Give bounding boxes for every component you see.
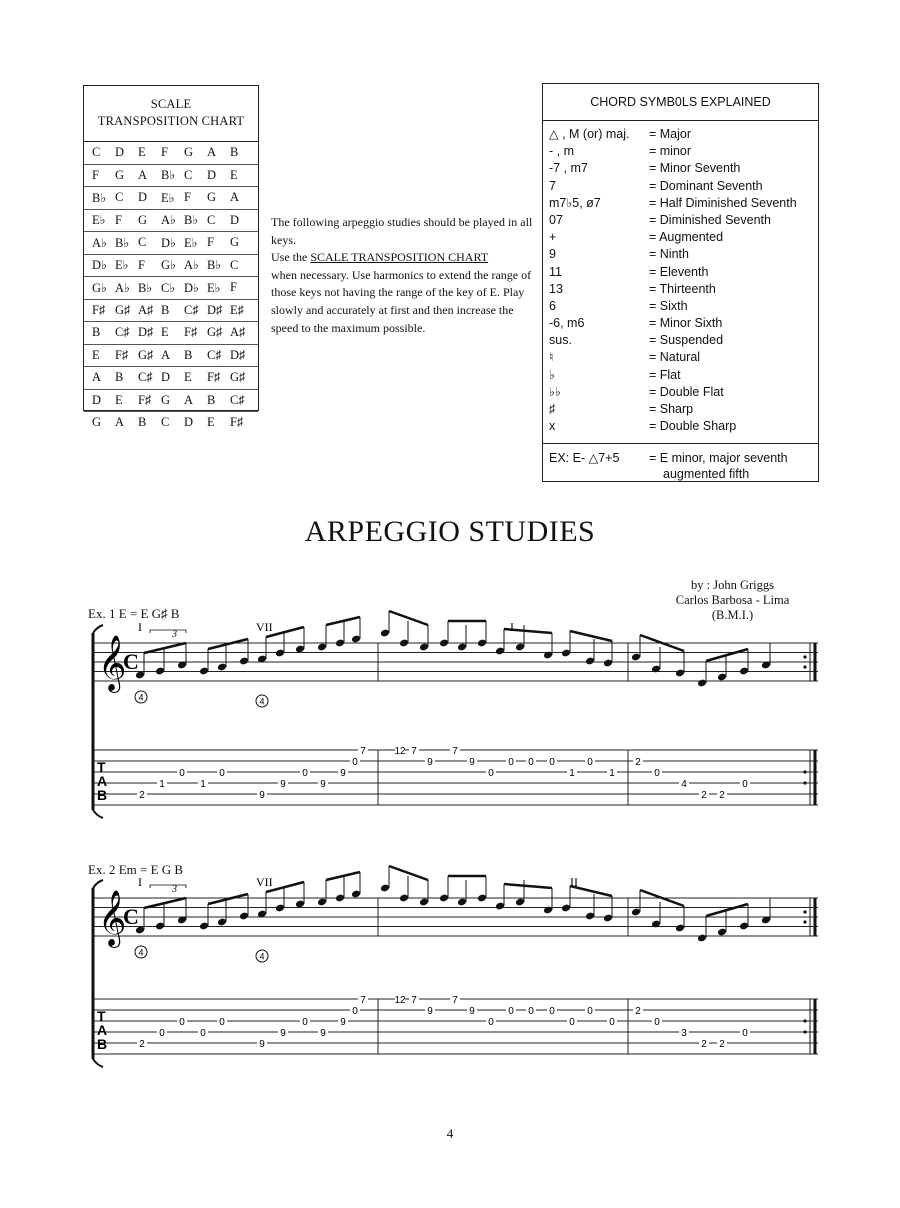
tab-number: 0 (569, 1017, 575, 1028)
scale-note: D (161, 370, 171, 385)
scale-note: F♯ (184, 325, 198, 340)
beam (208, 639, 248, 649)
repeat-dot (803, 910, 806, 913)
chord-meaning: = Flat (649, 367, 681, 382)
tab-number: 9 (427, 757, 433, 768)
tab-letter: A (97, 1022, 108, 1038)
time-signature: C (123, 904, 139, 929)
scale-note: B♭ (92, 190, 107, 205)
example-1-label: Ex. 1 E = E G♯ B (88, 606, 180, 621)
intro-line-2: Use the SCALE TRANSPOSITION CHART (271, 250, 489, 265)
scale-note: C (161, 415, 170, 430)
scale-note: A (161, 347, 171, 362)
chord-meaning: = Thirteenth (649, 281, 716, 296)
chord-meaning: = Natural (649, 350, 701, 365)
scale-note: E (184, 370, 192, 385)
tab-number: 0 (549, 1006, 555, 1017)
tab-number: 7 (411, 746, 417, 757)
scale-note: E♭ (207, 280, 221, 295)
chord-example-meaning-2: augmented fifth (663, 467, 750, 482)
scale-note: A (138, 167, 148, 182)
scale-note: B♭ (138, 280, 153, 295)
tab-number: 2 (635, 1006, 641, 1017)
chord-symbol: 11 (549, 264, 562, 279)
chord-symbol: 07 (549, 212, 563, 227)
tab-number: 7 (360, 995, 366, 1006)
scale-note: D♯ (207, 302, 223, 317)
tab-number: 9 (469, 757, 475, 768)
repeat-dot (803, 781, 806, 784)
chord-meaning: = Ninth (649, 247, 689, 262)
scale-note: G♯ (207, 325, 223, 340)
scale-note: F (230, 280, 237, 295)
scale-note: D (207, 167, 217, 182)
chord-symbol: x (549, 419, 556, 434)
tab-number: 3 (681, 1028, 687, 1039)
scale-note: D♭ (161, 235, 176, 250)
scale-note: A♭ (161, 213, 176, 228)
time-signature: C (123, 649, 139, 674)
tab-number: 2 (139, 1039, 145, 1050)
scale-note: A♯ (138, 302, 154, 317)
scale-note: A (184, 392, 194, 407)
scale-note: G (161, 392, 171, 407)
scale-note: C♯ (207, 347, 222, 362)
tab-number: 0 (200, 1028, 206, 1039)
intro-line-3: when necessary. Use harmonics to extend the range of those keys not having the range of the key of E. Play slowly and accurately at first and then increase the speed to the maximum possible. (271, 267, 532, 335)
tab-number: 0 (528, 1006, 534, 1017)
scale-note: G♭ (92, 280, 107, 295)
scale-note: A (230, 190, 240, 205)
credit-author: by : John Griggs (691, 578, 774, 592)
scale-note: B♭ (161, 168, 176, 183)
scale-note: F (92, 167, 99, 182)
chord-symbol: ♭ (549, 367, 555, 382)
scale-note: C (115, 190, 124, 205)
scale-note: B (230, 145, 239, 160)
tab-number: 7 (452, 995, 458, 1006)
chord-meaning: = Sixth (649, 298, 688, 313)
scale-note: G (230, 235, 240, 250)
string-number: 4 (259, 951, 265, 962)
scale-note: F (138, 257, 145, 272)
scale-note: F♯ (92, 302, 106, 317)
scale-note: D♭ (184, 280, 199, 295)
scale-note: A♭ (115, 280, 130, 295)
tab-number: 1 (159, 779, 165, 790)
chord-symbol: - , m (549, 144, 574, 159)
chord-symbol: -7 , m7 (549, 161, 588, 176)
scale-note: C (184, 167, 193, 182)
scale-note: B (92, 325, 101, 340)
beam (326, 617, 360, 625)
tab-number: 4 (681, 779, 687, 790)
page-number: 4 (446, 1126, 454, 1141)
scale-note: D♭ (92, 258, 107, 273)
tab-number: 0 (508, 757, 514, 768)
tab-number: 0 (179, 1017, 185, 1028)
chord-meaning: = Sharp (649, 402, 694, 416)
scale-note: G (138, 212, 148, 227)
scale-note: F (207, 235, 214, 250)
tab-number: 0 (654, 1017, 660, 1028)
chord-symbol: 13 (549, 281, 563, 296)
scale-note: G♯ (138, 347, 154, 362)
chord-symbol: ♮ (549, 350, 554, 365)
tab-number: 1 (609, 768, 615, 779)
scale-note: A (207, 145, 217, 160)
beam (144, 643, 186, 653)
scale-note: E♭ (161, 190, 175, 205)
tab-letter: T (97, 759, 106, 775)
chord-symbol: + (549, 230, 557, 245)
scale-note: G♭ (161, 258, 176, 273)
scale-note: G (92, 415, 102, 430)
beam (504, 884, 552, 888)
scale-note: E♭ (184, 235, 198, 250)
scale-note: E (161, 325, 169, 340)
tab-number: 9 (320, 1028, 326, 1039)
scale-note: F♯ (207, 370, 221, 385)
chord-meaning: = Dominant Seventh (649, 178, 763, 193)
scale-note: E♭ (115, 258, 129, 273)
scale-note: G (115, 167, 125, 182)
scale-note: C♯ (115, 325, 130, 340)
scale-note: G (184, 145, 194, 160)
tab-number: 0 (219, 768, 225, 779)
tab-number: 2 (635, 757, 641, 768)
scale-note: G (207, 190, 217, 205)
scale-note: B (138, 415, 147, 430)
credit-composer: Carlos Barbosa - Lima (675, 593, 790, 607)
scale-note: E (207, 415, 215, 430)
scale-note: B♭ (207, 258, 222, 273)
chord-meaning: = Eleventh (649, 264, 709, 279)
triplet-mark: 3 (172, 629, 177, 640)
chord-symbol: △ , M (or) maj. (549, 127, 630, 141)
tab-number: 0 (654, 768, 660, 779)
credit-org: (B.M.I.) (711, 608, 754, 622)
tab-number: 0 (159, 1028, 165, 1039)
scale-note: E (92, 347, 100, 362)
example-2-label: Ex. 2 Em = E G B (88, 862, 184, 877)
beam (706, 649, 748, 661)
scale-note: F (115, 212, 122, 227)
tab-number: 0 (742, 1028, 748, 1039)
position-mark: I (138, 620, 142, 634)
chord-meaning: = Minor Seventh (649, 161, 741, 176)
tab-number: 7 (411, 995, 417, 1006)
treble-clef: 𝄞 (98, 635, 127, 691)
chord-example-meaning-1: = E minor, major seventh (649, 451, 788, 466)
scale-note: C♯ (138, 370, 153, 385)
beam (570, 631, 612, 641)
tab-number: 0 (587, 757, 593, 768)
scale-note: C (138, 235, 147, 250)
tab-number: 0 (302, 768, 308, 779)
scale-note: F♯ (230, 415, 244, 430)
chord-symbol: ♭♭ (549, 384, 561, 399)
scale-note: C (230, 257, 239, 272)
tab-number: 9 (280, 1028, 286, 1039)
scale-note: F♯ (115, 347, 129, 362)
chord-symbol: ♯ (549, 402, 556, 416)
chord-meaning: = Minor Sixth (649, 316, 723, 331)
position-mark: VII (256, 875, 273, 889)
tab-number: 0 (587, 1006, 593, 1017)
chord-meaning: = Augmented (649, 230, 724, 245)
chord-symbol: sus. (549, 333, 572, 348)
scale-note: D (230, 212, 240, 227)
triplet-bracket (150, 630, 186, 633)
tab-number: 0 (219, 1017, 225, 1028)
scale-note: A (115, 415, 125, 430)
scale-note: D (115, 145, 125, 160)
triplet-bracket (150, 885, 186, 888)
tab-number: 7 (360, 746, 366, 757)
beam (706, 904, 748, 916)
intro-line-1: The following arpeggio studies should be played in all keys. (271, 215, 533, 247)
scale-note: A♭ (184, 258, 199, 273)
scale-note: D (184, 415, 194, 430)
repeat-dot (803, 1030, 806, 1033)
chord-symbols-title: CHORD SYMB0LS EXPLAINED (543, 84, 818, 121)
chord-meaning: = Double Flat (649, 384, 724, 399)
scale-note: B (184, 347, 193, 362)
chord-example-symbol: EX: E- △7+5 (549, 451, 620, 466)
scale-note: D (92, 392, 102, 407)
chord-meaning: = Half Diminished Seventh (649, 195, 797, 210)
chord-symbol: 7 (549, 178, 556, 193)
scale-chart-reference: SCALE TRANSPOSITION CHART (310, 250, 489, 265)
chord-symbol: 9 (549, 247, 556, 262)
chord-meaning: = minor (649, 144, 692, 159)
chord-symbol: m7♭5, ø7 (549, 195, 601, 210)
scale-note: C♯ (184, 302, 199, 317)
scale-note: A♭ (92, 235, 107, 250)
treble-clef: 𝄞 (98, 890, 127, 946)
scale-note: B (207, 392, 216, 407)
repeat-dot (803, 665, 806, 668)
position-mark: I (138, 875, 142, 889)
scale-note: B♭ (115, 235, 130, 250)
tab-number: 9 (320, 779, 326, 790)
tab-number: 7 (452, 746, 458, 757)
string-number: 4 (259, 696, 265, 707)
tab-number: 0 (528, 757, 534, 768)
scale-note: A♯ (230, 325, 246, 340)
chord-symbol: 6 (549, 298, 556, 313)
tab-number: 2 (139, 790, 145, 801)
scale-note: G♯ (230, 370, 246, 385)
tab-number: 1 (200, 779, 206, 790)
bracket-top (93, 880, 103, 888)
scale-note: A (92, 370, 102, 385)
scale-note: C♭ (161, 280, 176, 295)
tab-number: 2 (701, 1039, 707, 1050)
scale-chart-title: SCALE TRANSPOSITION CHART (84, 86, 258, 142)
beam (144, 898, 186, 908)
tab-number: 9 (427, 1006, 433, 1017)
scale-note: C♯ (230, 392, 245, 407)
beam (208, 894, 248, 904)
tab-number: 1 (569, 768, 575, 779)
scale-note: F♯ (138, 392, 152, 407)
beam (326, 872, 360, 880)
tab-letter: B (97, 787, 108, 803)
tab-number: 0 (352, 757, 358, 768)
triplet-mark: 3 (172, 884, 177, 895)
repeat-dot (803, 1019, 806, 1022)
repeat-dot (803, 920, 806, 923)
scale-note: F (184, 190, 191, 205)
chord-meaning: = Double Sharp (649, 419, 737, 434)
page-title: ARPEGGIO STUDIES (304, 515, 596, 548)
position-mark: II (570, 875, 578, 889)
tab-number: 0 (508, 1006, 514, 1017)
scale-note: E♭ (92, 213, 106, 228)
tab-number: 9 (259, 1039, 265, 1050)
string-number: 4 (138, 947, 144, 958)
chord-meaning: = Diminished Seventh (649, 212, 771, 227)
tab-letter: B (97, 1036, 108, 1052)
tab-number: 9 (340, 1017, 346, 1028)
tab-letter: A (97, 773, 108, 789)
position-mark: VII (256, 620, 273, 634)
scale-note: F (161, 145, 168, 160)
tab-number: 12 (394, 995, 406, 1006)
repeat-dot (803, 655, 806, 658)
tab-number: 2 (701, 790, 707, 801)
tab-number: 9 (259, 790, 265, 801)
tab-number: 0 (609, 1017, 615, 1028)
scale-note: B♭ (184, 213, 199, 228)
position-mark: I (510, 620, 514, 634)
scale-note: C (207, 212, 216, 227)
tab-number: 0 (549, 757, 555, 768)
bracket-bottom (93, 1059, 103, 1067)
scale-note: B (115, 370, 124, 385)
tab-number: 2 (719, 790, 725, 801)
tab-number: 0 (488, 768, 494, 779)
tab-number: 0 (352, 1006, 358, 1017)
tab-number: 0 (488, 1017, 494, 1028)
tab-number: 9 (280, 779, 286, 790)
tab-number: 2 (719, 1039, 725, 1050)
scale-note: C (92, 145, 101, 160)
scale-note: D♯ (230, 347, 246, 362)
tab-number: 0 (302, 1017, 308, 1028)
repeat-dot (803, 770, 806, 773)
tab-number: 9 (340, 768, 346, 779)
scale-note: D♯ (138, 325, 154, 340)
scale-note: E♯ (230, 302, 244, 317)
chord-meaning: = Major (649, 127, 692, 141)
scale-note: D (138, 190, 148, 205)
scale-note: G♯ (115, 302, 131, 317)
tab-number: 0 (179, 768, 185, 779)
string-number: 4 (138, 692, 144, 703)
chord-symbol: -6, m6 (549, 316, 585, 331)
bracket-bottom (93, 810, 103, 818)
scale-note: E (230, 167, 238, 182)
bracket-top (93, 625, 103, 633)
scale-note: E (138, 145, 146, 160)
tab-number: 12 (394, 746, 406, 757)
tab-number: 0 (742, 779, 748, 790)
tab-number: 9 (469, 1006, 475, 1017)
chord-meaning: = Suspended (649, 333, 724, 348)
scale-note: B (161, 302, 170, 317)
tab-letter: T (97, 1008, 106, 1024)
scale-note: E (115, 392, 123, 407)
